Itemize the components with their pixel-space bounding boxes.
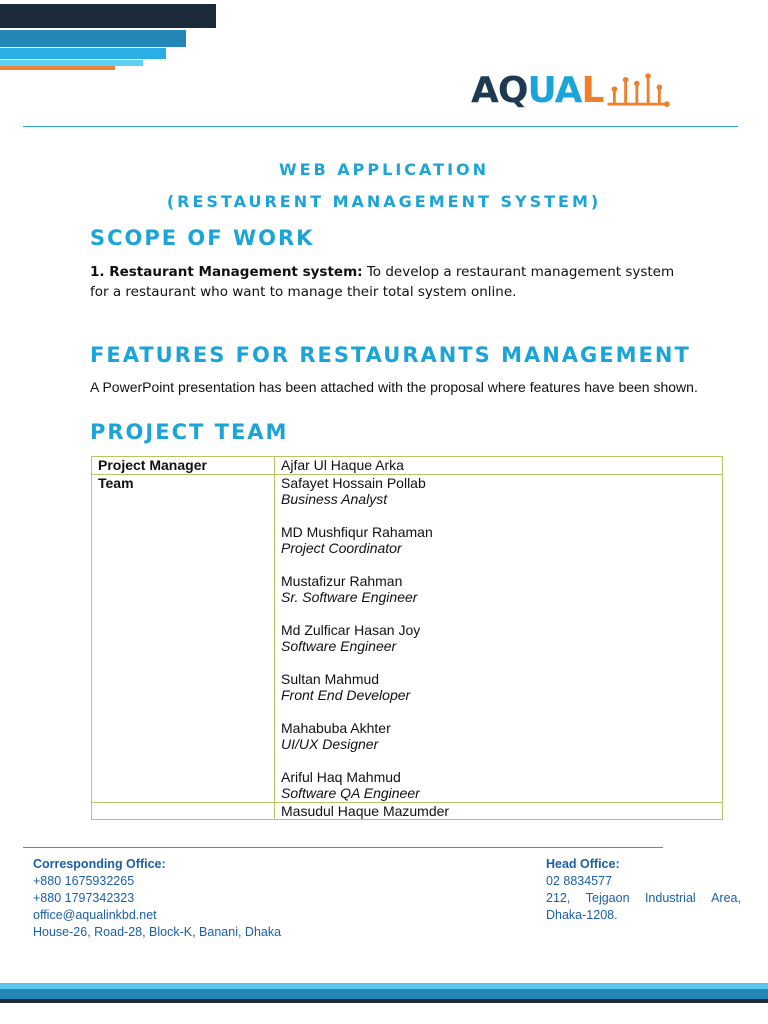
member-name: MD Mushfiqur Rahaman (281, 523, 433, 540)
phone-2: +880 1797342323 (33, 891, 135, 905)
document-subtitle: (RESTAURENT MANAGEMENT SYSTEM) (166, 192, 602, 211)
team-member (281, 475, 716, 508)
team-member (281, 573, 716, 606)
member-title: Software Engineer (281, 638, 397, 654)
footer-bar-blue (0, 989, 768, 999)
member-title: UI/UX Designer (281, 736, 379, 752)
team-member (281, 622, 716, 655)
team-member (281, 671, 716, 704)
team-label: Team (92, 474, 275, 802)
table-row (92, 457, 723, 475)
table-row (92, 802, 723, 820)
header-bar-light (0, 48, 166, 59)
header-bar-dark (0, 4, 216, 28)
corresponding-office-title: Corresponding Office: (33, 857, 166, 871)
email-link[interactable]: office@aqualinkbd.net (33, 908, 157, 922)
features-text: A PowerPoint presentation has been attached with the proposal where features have been shown. (90, 379, 698, 395)
scope-text: To develop a restaurant management system for a restaurant who want to manage their total system online. (90, 264, 675, 300)
header-bar-blue (0, 30, 186, 47)
member-name: Mahabuba Akhter (281, 719, 391, 736)
features-heading: FEATURES FOR RESTAURANTS MANAGEMENT (90, 343, 691, 367)
logo-wordmark: AQUAL (471, 70, 604, 111)
circuit-logo-icon (605, 71, 671, 111)
footer-bar-dark (0, 999, 768, 1003)
phone-1: +880 1675932265 (33, 874, 135, 888)
corresponding-office (33, 856, 281, 941)
head-office-phone: 02 8834577 (546, 874, 613, 888)
head-office-title: Head Office: (546, 857, 620, 871)
team-member (281, 720, 716, 753)
team-table (91, 456, 723, 820)
member-name: Ariful Haq Mahmud (281, 768, 401, 785)
last-member-name: Masudul Haque Mazumder (275, 802, 723, 820)
table-row (92, 474, 723, 802)
head-office (546, 856, 741, 924)
head-office-address-line2: Dhaka-1208. (546, 908, 618, 922)
scope-label: 1. Restaurant Management system: (90, 264, 363, 280)
scope-paragraph (90, 262, 690, 302)
document-title: WEB APPLICATION (278, 160, 490, 179)
pm-name: Ajfar Ul Haque Arka (275, 457, 723, 475)
footer-divider (23, 847, 663, 848)
head-office-address-line1: 212, Tejgaon Industrial Area, (546, 891, 741, 905)
corresponding-address: House-26, Road-28, Block-K, Banani, Dhaka (33, 925, 282, 939)
header-divider (23, 126, 738, 127)
empty-role-cell (92, 802, 275, 820)
member-title: Business Analyst (281, 491, 388, 507)
member-title: Software QA Engineer (281, 785, 420, 801)
member-name: Mustafizur Rahman (281, 572, 403, 589)
team-member (281, 524, 716, 557)
team-members-cell (275, 474, 723, 802)
pm-label: Project Manager (92, 457, 275, 475)
member-name: Md Zulficar Hasan Joy (281, 621, 421, 638)
member-name: Sultan Mahmud (281, 670, 380, 687)
member-title: Front End Developer (281, 687, 411, 703)
member-title: Project Coordinator (281, 540, 402, 556)
team-heading: PROJECT TEAM (90, 420, 289, 444)
header-bar-orange (0, 66, 115, 70)
member-title: Sr. Software Engineer (281, 589, 418, 605)
scope-heading: SCOPE OF WORK (90, 226, 315, 250)
member-name: Safayet Hossain Pollab (281, 474, 426, 491)
team-member (281, 769, 716, 802)
company-logo (471, 68, 671, 114)
